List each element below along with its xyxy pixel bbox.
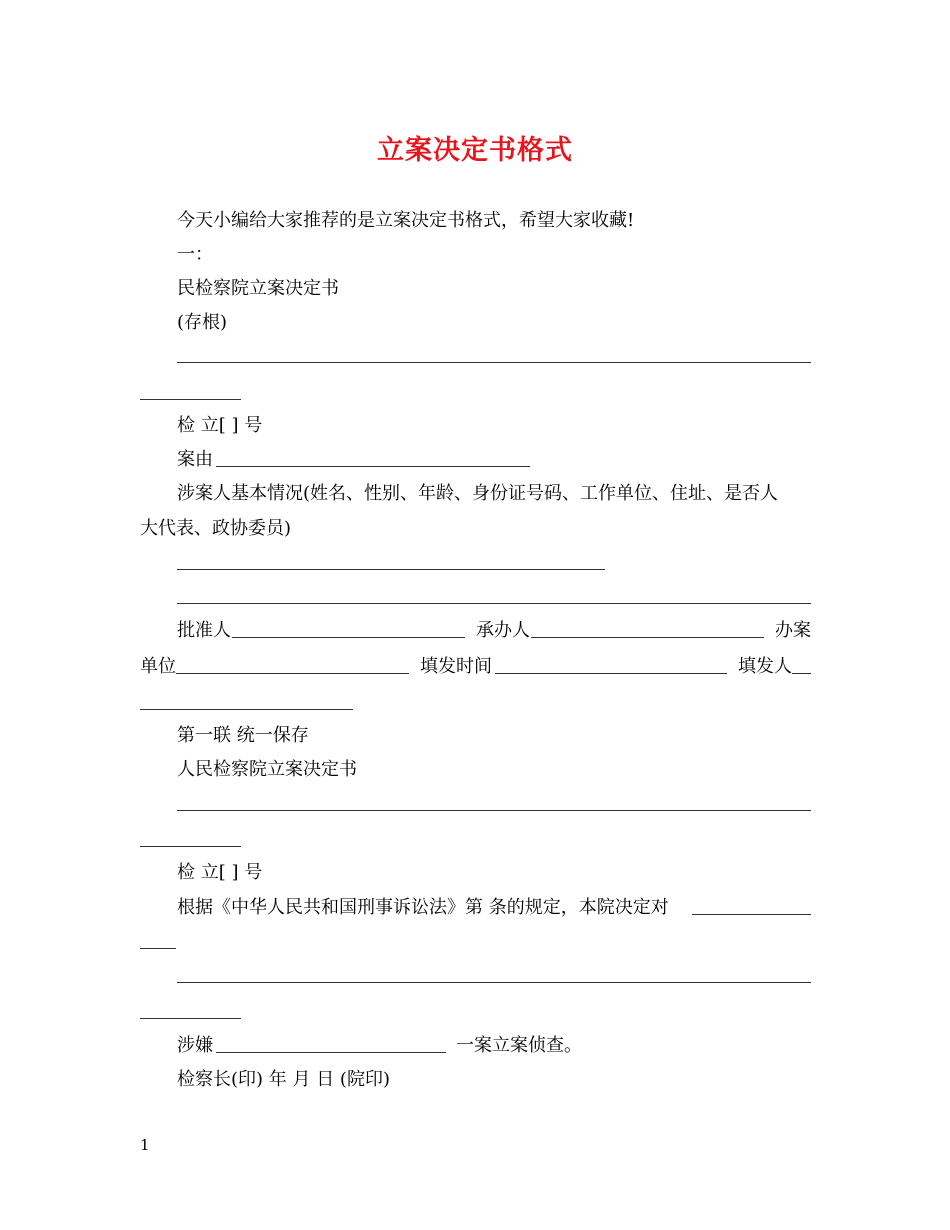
copy-number-label: 检 立[ ] 号 bbox=[177, 862, 263, 883]
legal-basis-text: 根据《中华人民共和国刑事诉讼法》第 条的规定，本院决定对 bbox=[177, 897, 669, 918]
blank-line bbox=[140, 399, 241, 400]
document-title: 立案决定书格式 bbox=[377, 135, 573, 166]
issue-time-blank bbox=[495, 673, 727, 674]
handler-label: 承办人 bbox=[476, 620, 530, 641]
copy-heading: 人民检察院立案决定书 bbox=[177, 759, 357, 780]
suspected-blank bbox=[216, 1052, 446, 1053]
issuer-blank-continued bbox=[140, 709, 353, 710]
blank-line bbox=[177, 982, 811, 983]
intro-text: 今天小编给大家推荐的是立案决定书格式，希望大家收藏! bbox=[177, 210, 635, 231]
case-reason-label: 案由 bbox=[177, 449, 213, 470]
blank-line bbox=[177, 362, 811, 363]
issue-time-label: 填发时间 bbox=[420, 656, 492, 677]
suspect-info-line1: 涉案人基本情况(姓名、性别、年龄、身份证号码、工作单位、住址、是否人 bbox=[177, 483, 779, 504]
copy-label: 第一联 统一保存 bbox=[177, 725, 309, 746]
issuer-label: 填发人 bbox=[738, 656, 792, 677]
suspected-suffix: 一案立案侦查。 bbox=[456, 1035, 582, 1056]
handler-blank bbox=[531, 637, 764, 638]
blank-line bbox=[177, 603, 811, 604]
blank-line bbox=[177, 810, 811, 811]
blank-line bbox=[140, 1018, 241, 1019]
stub-subheading: (存根) bbox=[177, 312, 228, 333]
approver-label: 批准人 bbox=[177, 620, 231, 641]
page-number: 1 bbox=[140, 1136, 150, 1154]
approver-blank bbox=[232, 637, 465, 638]
office-label-part1: 办案 bbox=[775, 620, 811, 641]
stub-number-label: 检 立[ ] 号 bbox=[177, 415, 263, 436]
signature-line: 检察长(印) 年 月 日 (院印) bbox=[177, 1069, 390, 1090]
blank-line bbox=[177, 569, 605, 570]
office-label-part2: 单位 bbox=[140, 656, 176, 677]
stub-heading: 民检察院立案决定书 bbox=[177, 278, 339, 299]
target-blank bbox=[692, 914, 811, 915]
suspected-label: 涉嫌 bbox=[177, 1035, 213, 1056]
issuer-blank bbox=[792, 673, 811, 674]
suspect-info-line2: 大代表、政协委员) bbox=[140, 518, 292, 539]
blank-line bbox=[140, 846, 241, 847]
section-one-label: 一： bbox=[177, 244, 213, 265]
office-blank bbox=[176, 673, 409, 674]
case-reason-blank bbox=[216, 466, 530, 467]
target-blank-continued bbox=[140, 948, 176, 949]
